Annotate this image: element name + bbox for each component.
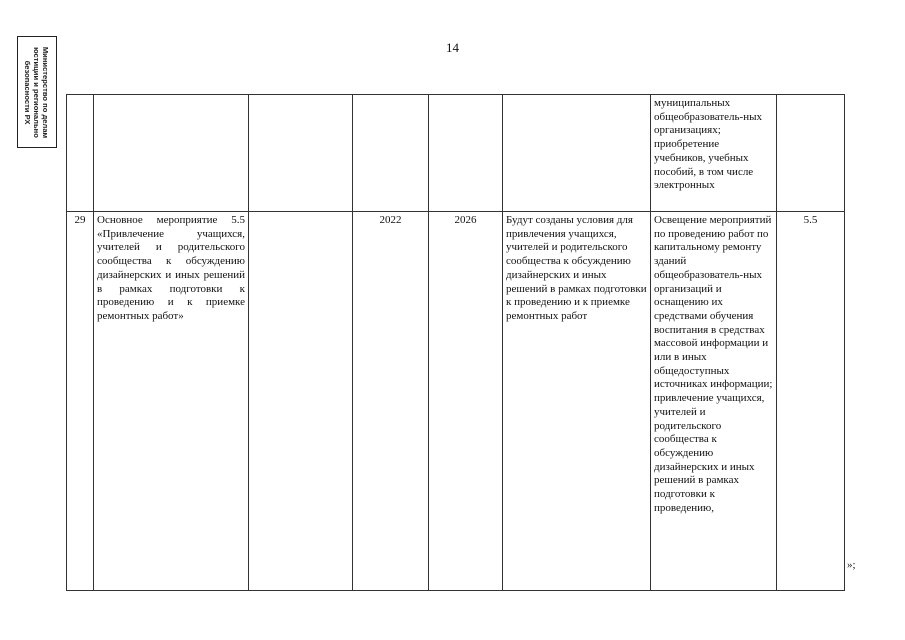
closing-quote-mark: »;: [847, 559, 856, 571]
cell-measures: Освещение мероприятий по проведению работ по капитальному ремонту зданий общеобразователь-ных организаций и оснащению их средствами обучения воспитания в средствах массовой информации и или в иных общедоступных источниках информации; привлечение учащихся, учителей и родительского сообщества к обсуждению дизайнерских и иных решений в рамках подготовки к проведению,: [651, 212, 777, 591]
cell-indicator: 5.5: [777, 212, 845, 591]
page-number: 14: [446, 40, 459, 55]
cell-number: 29: [67, 212, 94, 591]
cell-expected-result: [503, 95, 651, 212]
cell-indicator: [777, 95, 845, 212]
cell-end-year: [429, 95, 503, 212]
cell-name: [94, 95, 249, 212]
program-table: [66, 94, 845, 591]
stamp-line-2: юстиции и регионально: [32, 46, 42, 138]
stamp-line-1: Министерство по делам: [41, 46, 51, 138]
cell-number: [67, 95, 94, 212]
stamp-text: [24, 46, 51, 137]
cell-measures: муниципальных общеобразователь-ных организациях; приобретение учебников, учебных пособий, в том числе электронных: [651, 95, 777, 212]
stamp-line-3: безопасности РХ: [23, 60, 33, 124]
cell-start-year: [353, 95, 429, 212]
table-row-29: [67, 212, 845, 591]
cell-end-year: 2026: [429, 212, 503, 591]
cell-start-year: 2022: [353, 212, 429, 591]
cell-executor: [249, 95, 353, 212]
cell-name: Основное мероприятие 5.5 «Привлечение учащихся, учителей и родительского сообщества к обсуждению дизайнерских и иных решений в рамках подготовки к проведению и к приемке ремонтных работ»: [94, 212, 249, 591]
cell-executor: [249, 212, 353, 591]
table-row-continuation: [67, 95, 845, 212]
cell-expected-result: Будут созданы условия для привлечения учащихся, учителей и родительского сообщества к обсуждению дизайнерских и иных решений в рамках подготовки к проведению и к приемке ремонтных работ: [503, 212, 651, 591]
